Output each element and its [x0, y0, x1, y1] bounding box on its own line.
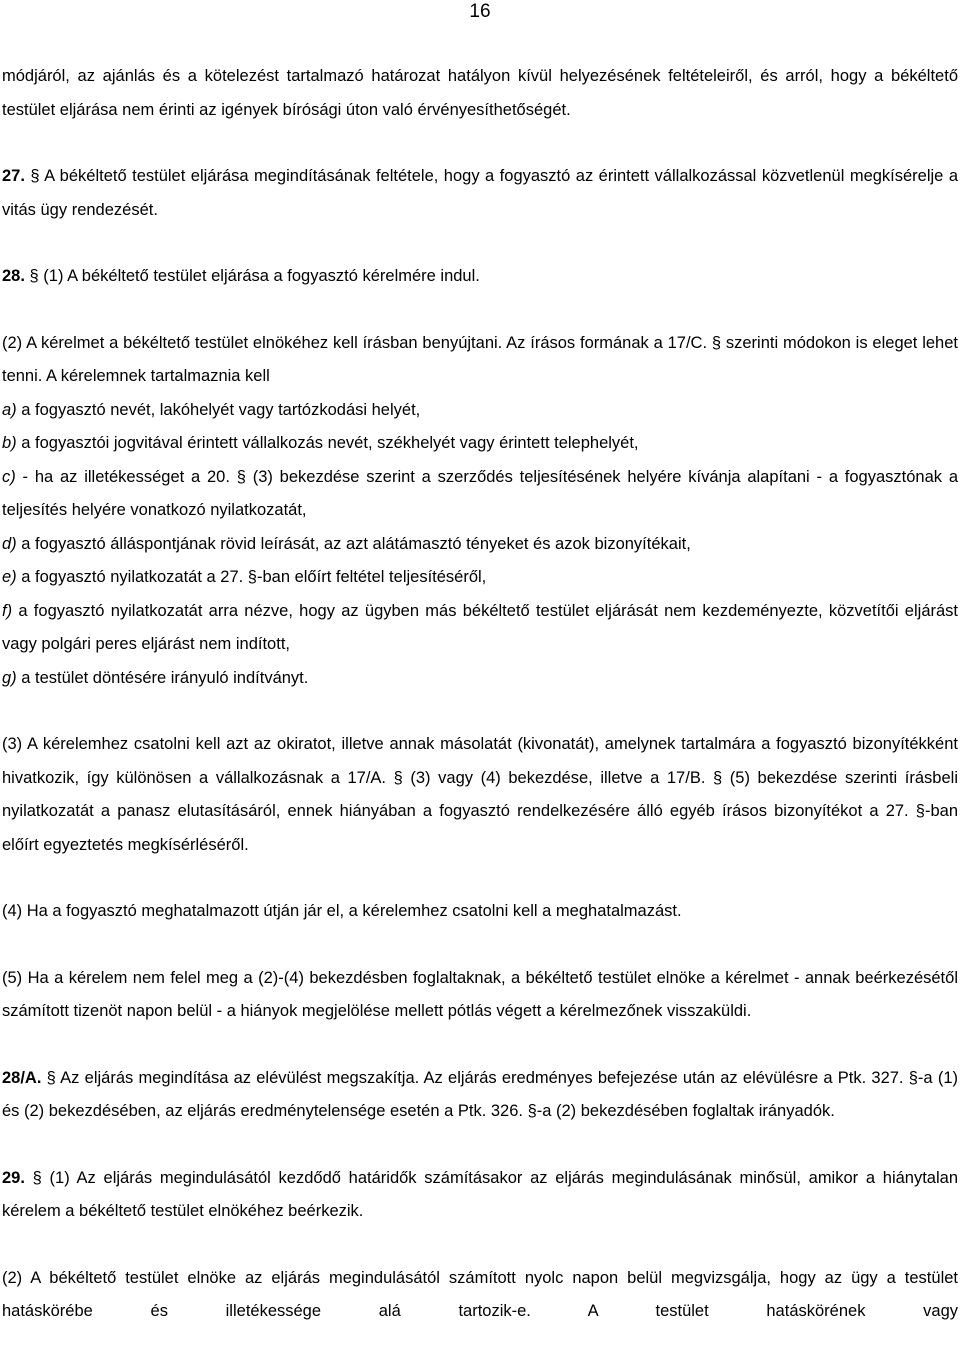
list-item-g [2, 662, 958, 696]
paragraph-text: § Az eljárás megindítása az elévülést megszakítja. Az eljárás eredményes befejezése után az elévülésre a Ptk. 327. §-a (1) és (2) bekezdésében, az eljárás eredménytelensége esetén a Ptk. 326. §-a (2) bekezdésében foglaltak irányadók. [2, 1068, 958, 1120]
list-letter: a) [2, 400, 17, 419]
section-29 [2, 1162, 958, 1229]
paragraph [2, 962, 958, 1029]
list-letter: g) [2, 668, 17, 687]
paragraph-text: § A békéltető testület eljárása megindításának feltétele, hogy a fogyasztó az érintett vállalkozással közvetlenül megkísérelje a vitás ügy rendezését. [2, 167, 958, 219]
list-text: a fogyasztói jogvitával érintett vállalkozás nevét, székhelyét vagy érintett telephelyét, [16, 434, 639, 452]
paragraph-text: (2) A kérelmet a békéltető testület elnökéhez kell írásban benyújtani. Az írásos formának a 17/C. § szerinti módokon is eleget lehet tenni. A kérelemnek tartalmaznia kell [2, 333, 958, 385]
list-item-c [2, 461, 958, 528]
paragraph-text: (3) A kérelemhez csatolni kell azt az okiratot, illetve annak másolatát (kivonatát), amelynek tartalmára a fogyasztó bizonyítékként hivatkozik, így különösen a vállalkozásnak a 17/A. § (3) vagy (4) bekezdése, illetve a 17/B. § (5) bekezdése szerinti írásbeli nyilatkozatát a panasz elutasításáról, ennek hiányában a fogyasztó rendelkezésére álló egyéb írásos bizonyítékot a 27. §-ban előírt egyeztetés megkísérléséről. [2, 735, 958, 854]
list-item-d [2, 528, 958, 562]
paragraph-text: (2) A békéltető testület elnöke az eljárás megindulásától számított nyolc napon belül megvizsgálja, hogy az ügy a testület hatáskörébe és illetékessége alá tartozik-e. A testület hatáskörének vagy [2, 1268, 958, 1320]
paragraph-text: § (1) A békéltető testület eljárása a fogyasztó kérelmére indul. [24, 267, 480, 285]
list-text: a fogyasztó álláspontjának rövid leírását, az azt alátámasztó tényeket és azok bizonyítékait, [16, 534, 691, 553]
list-letter: b) [2, 434, 17, 452]
paragraph-text: módjáról, az ajánlás és a kötelezést tartalmazó határozat hatályon kívül helyezésének feltételeiről, és arról, hogy a békéltető testület eljárása nem érinti az igények bírósági úton való érvényesíthetőségét. [2, 67, 958, 119]
list-item-a [2, 394, 958, 428]
paragraph [2, 728, 958, 862]
document-body [2, 60, 958, 1329]
list-letter: e) [2, 568, 17, 586]
list-item-f [2, 595, 958, 662]
paragraph [2, 60, 958, 127]
section-28a [2, 1062, 958, 1129]
list-item-e [2, 561, 958, 595]
section-number: 28/A. [2, 1068, 42, 1087]
paragraph [2, 1262, 958, 1329]
paragraph [2, 327, 958, 394]
paragraph [2, 895, 958, 929]
list-letter: d) [2, 534, 17, 553]
list-letter: f) [2, 601, 13, 620]
section-number: 28. [2, 267, 25, 285]
list-text: - ha az illetékességet a 20. § (3) bekezdése szerint a szerződés teljesítésének helyére kívánja alapítani - a fogyasztónak a teljesítés helyére vonatkozó nyilatkozatát, [2, 467, 958, 519]
section-27 [2, 160, 958, 227]
list-text: a fogyasztó nyilatkozatát a 27. §-ban előírt feltétel teljesítéséről, [16, 568, 487, 586]
list-letter: c) [2, 467, 16, 486]
section-number: 27. [2, 167, 25, 185]
list-text: a fogyasztó nevét, lakóhelyét vagy tartózkodási helyét, [16, 400, 421, 419]
page-number: 16 [469, 1, 491, 22]
list-text: a testület döntésére irányuló indítványt. [16, 668, 309, 687]
paragraph-text: § (1) Az eljárás megindulásától kezdődő határidők számításakor az eljárás megindulásának minősül, amikor a hiánytalan kérelem a békéltető testület elnökéhez beérkezik. [2, 1168, 958, 1220]
section-28 [2, 260, 958, 294]
list-text: a fogyasztó nyilatkozatát arra nézve, hogy az ügyben más békéltető testület eljárását nem kezdeményezte, közvetítői eljárást vagy polgári peres eljárást nem indított, [2, 601, 958, 653]
list-item-b [2, 427, 958, 461]
paragraph-text: (4) Ha a fogyasztó meghatalmazott útján jár el, a kérelemhez csatolni kell a meghatalmazást. [2, 902, 682, 920]
section-number: 29. [2, 1168, 25, 1187]
paragraph-text: (5) Ha a kérelem nem felel meg a (2)-(4) bekezdésben foglaltaknak, a békéltető testület elnöke a kérelmet - annak beérkezésétől számított tizenöt napon belül - a hiányok megjelölése mellett pótlás végett a kérelmezőnek visszaküldi. [2, 968, 958, 1020]
